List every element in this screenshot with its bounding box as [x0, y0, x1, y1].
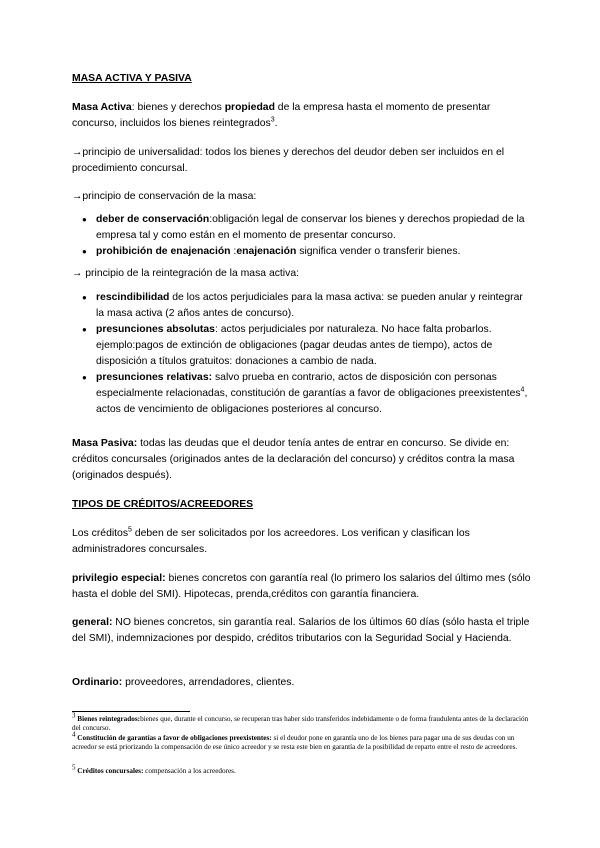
item-bold: presunciones absolutas	[96, 324, 215, 335]
masa-activa-paragraph	[72, 100, 532, 132]
creditos-paragraph	[72, 526, 532, 558]
ordinario-term: Ordinario:	[72, 677, 123, 688]
masa-activa-term: Masa Activa	[72, 102, 132, 113]
footnote-term: Créditos concursales:	[77, 767, 144, 775]
footnote-text: bienes que, durante el concurso, se recuperan tras haber sido transferidos indebidamente o de forma fraudulenta antes de la declaración del concurso.	[72, 715, 529, 732]
item-bold-2: enajenación	[236, 246, 297, 257]
list-item	[72, 290, 532, 322]
footnote-ref-5[interactable]: 5	[128, 526, 132, 534]
footnote-ref-3[interactable]: 3	[270, 116, 275, 124]
list-item	[72, 322, 532, 370]
list-item	[72, 212, 532, 244]
privilegio-especial-text: bienes concretos con garantía real (lo primero los salarios del último mes (sólo hasta el doble del SMI). Hipotecas, prenda,créditos con garantía financiera.	[72, 573, 531, 600]
item-text: :	[230, 246, 237, 257]
item-bold: presunciones relativas:	[96, 372, 213, 383]
ordinario-paragraph	[72, 675, 532, 691]
footnote-ref-4[interactable]: 4	[520, 386, 525, 394]
privilegio-especial-paragraph	[72, 571, 532, 603]
creditos-text-2: deben de ser solicitados por los acreedores. Los verifican y clasifican los administradores concursales.	[72, 528, 470, 555]
footnote-text: si el deudor pone en garantía uno de los bienes para pagar una de sus deudas con un acreedor se está priorizando la compensación de ese único acreedor y se resta este bien en garantía de la posibilidad de reparto entre el resto de acreedores.	[72, 734, 518, 751]
footnote-num: 4	[72, 730, 76, 739]
footnote-5	[72, 763, 532, 776]
conservacion-list	[72, 212, 532, 260]
footnote-term: Constitución de garantías a favor de obligaciones preexistentes:	[77, 734, 272, 742]
masa-activa-text-1: : bienes y derechos	[131, 102, 225, 113]
creditos-text-1: Los créditos	[72, 528, 129, 539]
item-text-2: , actos de vencimiento de obligaciones posteriores al concurso.	[96, 388, 528, 415]
general-term: general:	[72, 617, 113, 628]
footnote-3	[72, 711, 532, 733]
general-paragraph	[72, 615, 532, 647]
principio-reintegracion-heading: → principio de la reintegración de la masa activa:	[72, 268, 299, 279]
section-title-masa	[72, 71, 532, 87]
footnote-term: Bienes reintegrados:	[77, 715, 141, 723]
item-bold: deber de conservación	[96, 214, 210, 225]
footnote-num: 5	[72, 763, 76, 772]
item-text-2: significa vender o transferir bienes.	[296, 246, 461, 257]
title-text: MASA ACTIVA Y PASIVA	[72, 73, 192, 84]
item-text: : actos perjudiciales por naturaleza. No hace falta probarlos. ejemplo:pagos de extinción de obligaciones (pagar deudas antes de tiempo), actos de disposición a títulos gratuitos: donaciones a cambio de nada.	[96, 324, 493, 367]
principio-conservacion-heading: →principio de conservación de la masa:	[72, 191, 257, 202]
footnote-num: 3	[72, 711, 76, 720]
masa-pasiva-text: todas las deudas que el deudor tenía antes de entrar en concurso. Se divide en: créditos concursales (originados antes de la declaración del concurso) y créditos contra la masa (originados después).	[72, 438, 515, 481]
tipos-title-text: TIPOS DE CRÉDITOS/ACREEDORES	[72, 499, 254, 510]
ordinario-text: proveedores, arrendadores, clientes.	[122, 677, 295, 688]
general-text: NO bienes concretos, sin garantía real. Salarios de los últimos 60 días (sólo hasta el triple del SMI), indemnizaciones por despido, créditos tributarios con la Seguridad Social y Hacienda.	[72, 617, 530, 644]
masa-activa-end: .	[274, 118, 278, 129]
masa-pasiva-term: Masa Pasiva:	[72, 438, 138, 449]
item-text: :obligación legal de conservar los bienes y derechos propiedad de la empresa tal y como están en el momento de presentar concurso.	[96, 214, 525, 241]
footnote-divider	[72, 711, 190, 712]
privilegio-especial-term: privilegio especial:	[72, 573, 166, 584]
masa-activa-bold: propiedad	[224, 102, 275, 113]
item-text: salvo prueba en contrario, actos de disposición con personas especialmente relacionadas, constitución de garantías a favor de obligaciones preexistentes	[96, 372, 521, 399]
item-bold: prohibición de enajenación	[96, 246, 231, 257]
item-text: de los actos perjudiciales para la masa activa: se pueden anular y reintegrar la masa activa (2 años antes de concurso).	[96, 292, 523, 319]
masa-pasiva-paragraph	[72, 436, 532, 484]
principio-universalidad: →principio de universalidad: todos los bienes y derechos del deudor deben ser incluidos en el procedimiento concursal.	[72, 147, 505, 174]
footnote-text: compensación a los acreedores.	[143, 767, 236, 775]
footnote-4	[72, 730, 532, 752]
item-bold: rescindibilidad	[96, 292, 170, 303]
masa-activa-text-2: de la empresa hasta el momento de presentar concurso, incluidos los bienes reintegrados	[72, 102, 491, 129]
section-title-tipos	[72, 497, 532, 513]
reintegracion-list	[72, 290, 532, 418]
list-item	[72, 370, 532, 418]
list-item	[72, 244, 532, 260]
